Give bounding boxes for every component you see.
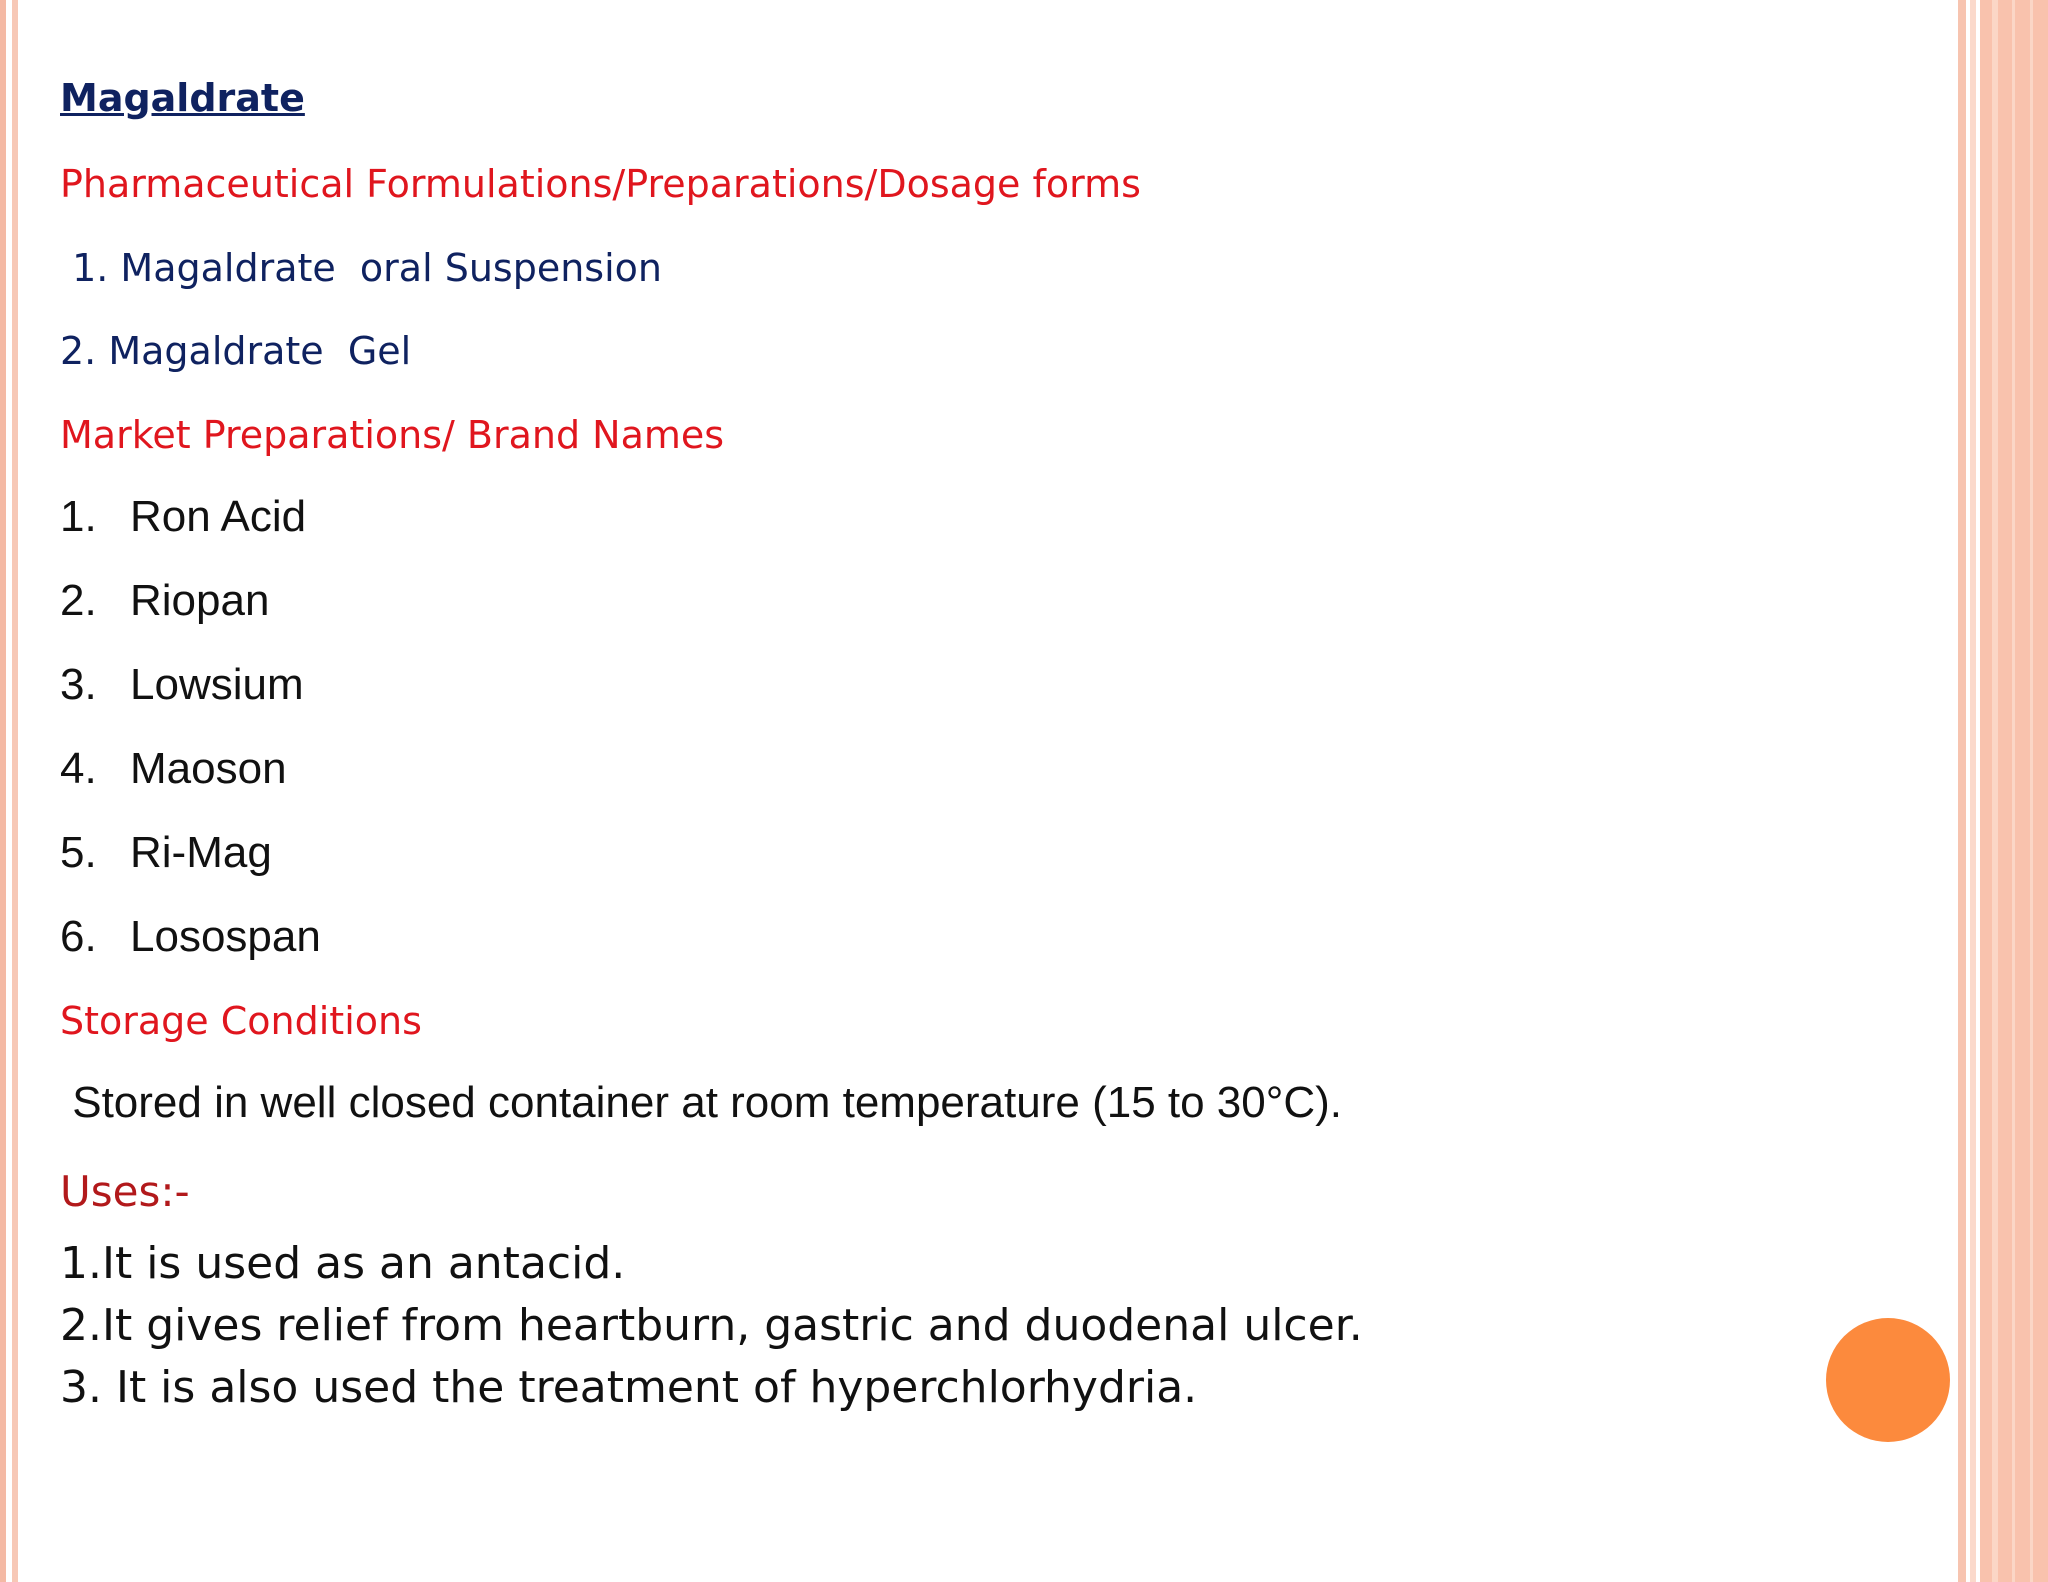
brand-list-item — [60, 912, 321, 962]
page-title: Magaldrate — [60, 76, 305, 120]
formulation-item: 1. Magaldrate oral Suspension — [60, 246, 662, 290]
brand-list-item — [60, 576, 269, 626]
uses-heading: Uses:- — [60, 1167, 190, 1216]
right-frame-band-line — [2030, 0, 2033, 1582]
brand-list-item — [60, 660, 304, 710]
storage-heading: Storage Conditions — [60, 999, 422, 1043]
brand-list-item — [60, 744, 287, 794]
right-frame-stripe-inner — [1970, 0, 1976, 1582]
use-item: 1.It is used as an antacid. — [60, 1238, 626, 1289]
brand-name: Lowsium — [130, 660, 304, 709]
brand-number: 6. — [60, 912, 97, 961]
formulation-item: 2. Magaldrate Gel — [60, 329, 412, 373]
use-item: 2.It gives relief from heartburn, gastric and duodenal ulcer. — [60, 1300, 1363, 1351]
formulations-heading: Pharmaceutical Formulations/Preparations/Dosage forms — [60, 162, 1141, 206]
right-frame-band-line — [2012, 0, 2015, 1582]
brand-number: 1. — [60, 492, 97, 541]
brand-number: 4. — [60, 744, 97, 793]
right-frame-stripe — [1958, 0, 1966, 1582]
market-heading: Market Preparations/ Brand Names — [60, 413, 725, 457]
brand-number: 2. — [60, 576, 97, 625]
brand-name: Ron Acid — [130, 492, 307, 541]
storage-text: Stored in well closed container at room temperature (15 to 30°C). — [60, 1078, 1342, 1127]
brand-number: 5. — [60, 828, 97, 877]
brand-name: Riopan — [130, 576, 270, 625]
brand-list-item — [60, 828, 272, 878]
use-item: 3. It is also used the treatment of hyperchlorhydria. — [60, 1362, 1198, 1413]
decorative-orange-circle — [1826, 1318, 1950, 1442]
brand-name: Losospan — [130, 912, 321, 961]
left-frame-stripe-inner — [12, 0, 18, 1582]
brand-name: Maoson — [130, 744, 287, 793]
brand-number: 3. — [60, 660, 97, 709]
right-frame-band-line — [1992, 0, 1998, 1582]
left-frame-stripe — [0, 0, 6, 1582]
brand-name: Ri-Mag — [130, 828, 272, 877]
brand-list-item — [60, 492, 306, 542]
